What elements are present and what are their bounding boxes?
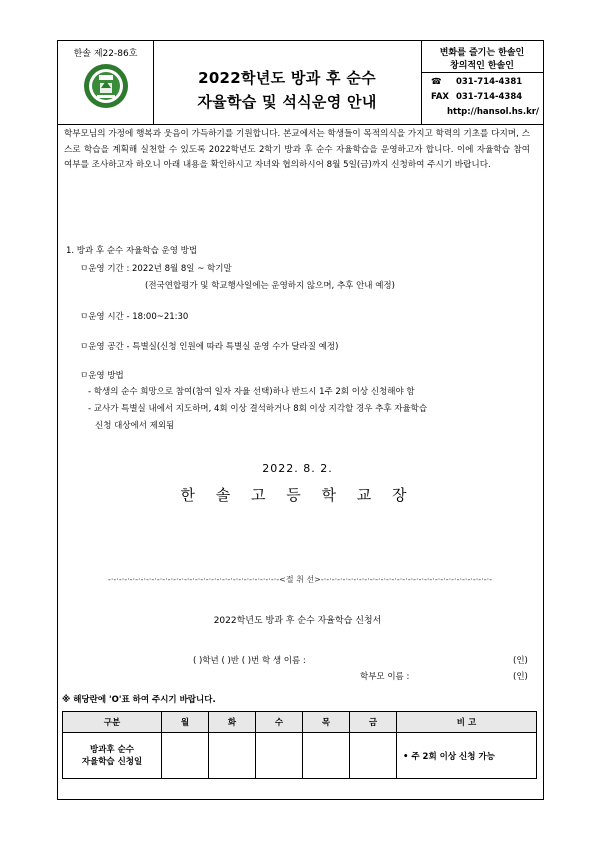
intro-paragraph: 학부모님의 가정에 행복과 웃음이 가득하기를 기원합니다. 본교에서는 학생들이 목적의식을 가지고 학력의 기초를 다지며, 스스로 학습을 계획해 실천할 수 있도록 2022학년도 2학기 방과 후 순수 자율학습을 운영하고자 합니다. 이에 자율학습 참여 여부를 조사하고자 하오니 아래 내용을 확인하시고 자녀와 협의하시어 8월 5일(금)까지 신청하여 주시기 바랍니다. [64,129,530,170]
parent-name-line[interactable]: 학부모 이름 : [360,672,410,682]
table-row [63,733,537,779]
form-note: ※ 해당란에 'O'표 하여 주시기 바랍니다. [62,695,216,705]
document-title-line2: 자율학습 및 석식운영 안내 [197,93,377,111]
cell-tue[interactable] [209,733,256,779]
fax-label: FAX [431,92,449,102]
student-seal: (인) [513,656,528,666]
cell-remark: • 주 2회 이상 신청 가능 [397,733,537,779]
method-item-2: - 교사가 특별실 내에서 지도하며, 4회 이상 결석하거나 8회 이상 지각할 경우 추후 자율학습 [88,404,428,414]
method-item-2-cont: 신청 대상에서 제외됨 [95,421,175,431]
header-left-cell [58,41,154,124]
col-thu: 목 [303,712,350,733]
document-title-line1: 2022학년도 방과 후 순수 [198,69,376,87]
phone-number: 031-714-4381 [455,77,523,87]
col-wed: 수 [256,712,303,733]
header-title-cell [153,41,422,124]
document-header [58,41,543,125]
header-contact-cell [421,41,543,124]
row-label [63,733,162,779]
table-header-row [63,712,537,733]
col-remarks: 비 고 [397,712,537,733]
phone-icon: ☎ [431,77,442,87]
fax-row [431,92,522,102]
document-number: 한솔 제22-86호 [73,49,138,59]
school-emblem-icon [83,63,129,109]
section-heading: 1. 방과 후 순수 자율학습 운영 방법 [66,246,198,256]
cell-thu[interactable] [303,733,350,779]
period-note: (전국연합평가 및 학교행사일에는 운영하지 않으며, 추후 안내 예정) [145,281,395,291]
method-item-1: - 학생의 순수 희망으로 참여(참여 일자 자율 선택)하나 반드시 1주 2회 이상 신청해야 함 [88,387,415,397]
row-label-line1: 방과후 순수 [89,744,134,755]
phone-row [431,77,522,87]
col-fri: 금 [350,712,397,733]
period-line: ㅁ운영 기간 : 2022년 8월 8일 ~ 학기말 [80,264,232,274]
col-tue: 화 [209,712,256,733]
parent-seal: (인) [513,672,528,682]
document-date: 2022. 8. 2. [262,462,333,475]
cell-wed[interactable] [256,733,303,779]
form-title: 2022학년도 방과 후 순수 자율학습 신청서 [213,616,382,626]
time-line: ㅁ운영 시간 - 18:00~21:30 [80,312,189,322]
slogan-2: 창의적인 한솔인 [450,61,514,71]
cut-line: -·-·-·-·-·-·-·-·-·-·-·-·-·-·-·-·-·-·-·-·-·-·-·-·-·-·-·-·-·-·-·-<절 취 선>-·-·-·-·-·-·-·-·-·-·-·-·-·-·-·-·-·-·-·-·-·-·-·-·-·-·-·-·-·-·-·- [107,575,493,584]
space-line: ㅁ운영 공간 - 특별실(신청 인원에 따라 특별실 운영 수가 달라질 예정) [80,342,339,352]
row-label-line2: 자율학습 신청일 [81,756,143,767]
cell-mon[interactable] [162,733,209,779]
method-heading: ㅁ운영 방법 [80,371,124,381]
slogan-1: 변화를 즐기는 한솔인 [439,48,525,58]
principal-signature: 한 솔 고 등 학 교 장 [180,486,415,504]
divider [421,72,543,73]
fax-number: 031-714-4384 [455,92,523,102]
col-category: 구분 [63,712,162,733]
col-mon: 월 [162,712,209,733]
website-link[interactable]: http://hansol.hs.kr/ [447,107,540,117]
student-info-line[interactable]: ( )학년 ( )반 ( )번 학 생 이름 : [193,656,306,666]
cell-fri[interactable] [350,733,397,779]
application-table [62,711,537,779]
